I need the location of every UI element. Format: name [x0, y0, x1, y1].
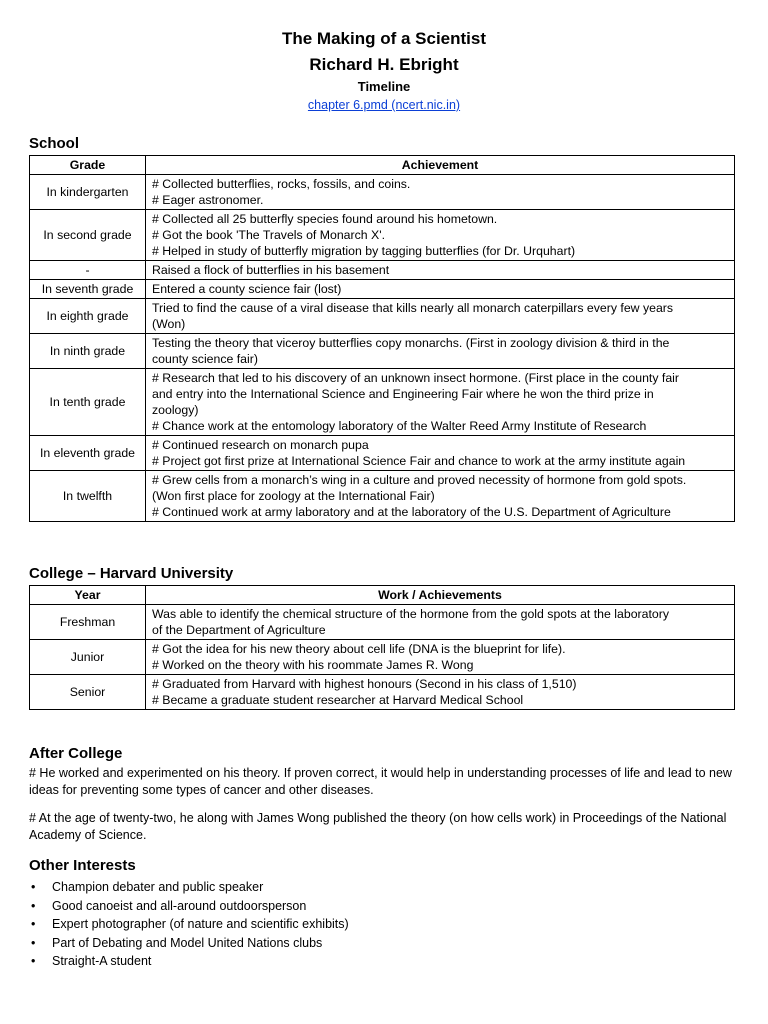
cell-line: Tried to find the cause of a viral disease that kills nearly all monarch caterpillars every few years: [152, 301, 674, 315]
table-row: [30, 436, 735, 471]
cell-line: zoology): [152, 403, 199, 417]
cell-line: # Research that led to his discovery of an unknown insect hormone. (First place in the county fair: [152, 371, 679, 385]
cell-line: # Collected all 25 butterfly species found around his hometown.: [152, 212, 498, 226]
cell-line: # Continued work at army laboratory and at the laboratory of the U.S. Department of Agriculture: [152, 505, 671, 519]
table-row: [30, 334, 735, 369]
grade-cell: In eighth grade: [30, 299, 146, 334]
list-item-text: Part of Debating and Model United Nations clubs: [52, 935, 323, 950]
grade-cell: In kindergarten: [30, 175, 146, 210]
bullet-icon: •: [31, 898, 36, 913]
achievement-cell: [146, 334, 735, 369]
cell-line: Testing the theory that viceroy butterflies copy monarchs. (First in zoology division & third in the: [152, 336, 670, 350]
work-column-header: Work / Achievements: [146, 586, 735, 605]
list-item-text: Expert photographer (of nature and scientific exhibits): [52, 917, 349, 931]
list-item-text: Straight-A student: [52, 954, 152, 968]
cell-line: # Collected butterflies, rocks, fossils, and coins.: [152, 177, 411, 191]
achievement-cell: [146, 210, 735, 261]
grade-cell: In tenth grade: [30, 369, 146, 436]
bullet-icon: •: [31, 917, 36, 931]
grade-cell: In seventh grade: [30, 280, 146, 299]
cell-line: and entry into the International Science and Engineering Fair where he won the third prize in: [152, 387, 654, 401]
list-item-text: Good canoeist and all-around outdoorsperson: [52, 898, 307, 913]
achievement-cell: [146, 299, 735, 334]
grade-cell: In eleventh grade: [30, 436, 146, 471]
cell-line: # Project got first prize at International Science Fair and chance to work at the army institute again: [152, 454, 686, 468]
year-cell: Senior: [30, 675, 146, 710]
cell-line: (Won): [152, 317, 186, 331]
achievement-cell: [146, 175, 735, 210]
after-college-paragraph-2: # At the age of twenty-two, he along with James Wong published the theory (on how cells work) in Proceedings of the National Academy of Science.: [29, 811, 727, 842]
cell-line: # Became a graduate student researcher at Harvard Medical School: [152, 693, 524, 707]
work-cell: [146, 675, 735, 710]
cell-line: # Got the idea for his new theory about cell life (DNA is the blueprint for life).: [152, 642, 566, 656]
cell-line: # Grew cells from a monarch’s wing in a culture and proved necessity of hormone from gold spots.: [152, 473, 687, 487]
school-table: [29, 155, 735, 522]
table-row: [30, 369, 735, 436]
cell-line: # Eager astronomer.: [152, 193, 264, 207]
table-row: [30, 299, 735, 334]
bullet-icon: •: [31, 880, 36, 894]
bullet-icon: •: [31, 954, 36, 968]
achievement-cell: [146, 280, 735, 299]
list-item: [29, 952, 349, 971]
table-row: [30, 675, 735, 710]
list-item-text: Champion debater and public speaker: [52, 880, 264, 894]
year-cell: Junior: [30, 640, 146, 675]
table-row: [30, 210, 735, 261]
table-row: [30, 175, 735, 210]
page-subtitle: Richard H. Ebright: [309, 55, 459, 74]
college-table-header: [30, 586, 735, 605]
list-item: [29, 878, 349, 897]
other-interests-list: [29, 878, 349, 971]
grade-cell: In second grade: [30, 210, 146, 261]
other-interests-heading: Other Interests: [29, 857, 136, 874]
college-heading: College – Harvard University: [29, 565, 234, 582]
school-table-header: [30, 156, 735, 175]
cell-line: Was able to identify the chemical structure of the hormone from the gold spots at the laboratory: [152, 607, 669, 621]
year-column-header: Year: [30, 586, 146, 605]
achievement-cell: [146, 436, 735, 471]
work-cell: [146, 605, 735, 640]
achievement-cell: [146, 261, 735, 280]
grade-cell: In twelfth: [30, 471, 146, 522]
grade-cell: -: [30, 261, 146, 280]
year-cell: Freshman: [30, 605, 146, 640]
table-row: [30, 280, 735, 299]
table-row: [30, 640, 735, 675]
cell-line: # Continued research on monarch pupa: [152, 438, 369, 452]
cell-line: # Worked on the theory with his roommate James R. Wong: [152, 658, 474, 672]
list-item: [29, 915, 349, 934]
achievement-column-header: Achievement: [146, 156, 735, 175]
table-row: [30, 471, 735, 522]
grade-cell: In ninth grade: [30, 334, 146, 369]
college-table: [29, 585, 735, 710]
grade-column-header: Grade: [30, 156, 146, 175]
source-link-container: [0, 97, 768, 113]
table-row: [30, 261, 735, 280]
page-title: The Making of a Scientist: [281, 29, 487, 48]
cell-line: # Got the book 'The Travels of Monarch X'.: [152, 228, 385, 242]
cell-line: # Graduated from Harvard with highest honours (Second in his class of 1,510): [152, 677, 577, 691]
bullet-icon: •: [31, 935, 36, 950]
school-heading: School: [29, 135, 80, 152]
list-item: [29, 897, 349, 916]
cell-line: Raised a flock of butterflies in his basement: [152, 263, 390, 277]
cell-line: county science fair): [152, 352, 258, 366]
list-item: [29, 934, 349, 953]
achievement-cell: [146, 369, 735, 436]
timeline-label: Timeline: [357, 79, 411, 94]
source-link[interactable]: chapter 6.pmd (ncert.nic.in): [307, 98, 461, 112]
achievement-cell: [146, 471, 735, 522]
cell-line: # Chance work at the entomology laboratory of the Walter Reed Army Institute of Research: [152, 419, 647, 433]
cell-line: of the Department of Agriculture: [152, 623, 326, 637]
cell-line: Entered a county science fair (lost): [152, 282, 342, 296]
table-row: [30, 605, 735, 640]
cell-line: (Won first place for zoology at the International Fair): [152, 489, 435, 503]
after-college-heading: After College: [29, 745, 123, 762]
work-cell: [146, 640, 735, 675]
after-college-paragraph-1: # He worked and experimented on his theory. If proven correct, it would help in understanding processes of life and lead to new ideas for preventing some types of cancer and other diseases.: [29, 766, 732, 797]
cell-line: # Helped in study of butterfly migration by tagging butterflies (for Dr. Urquhart): [152, 244, 576, 258]
